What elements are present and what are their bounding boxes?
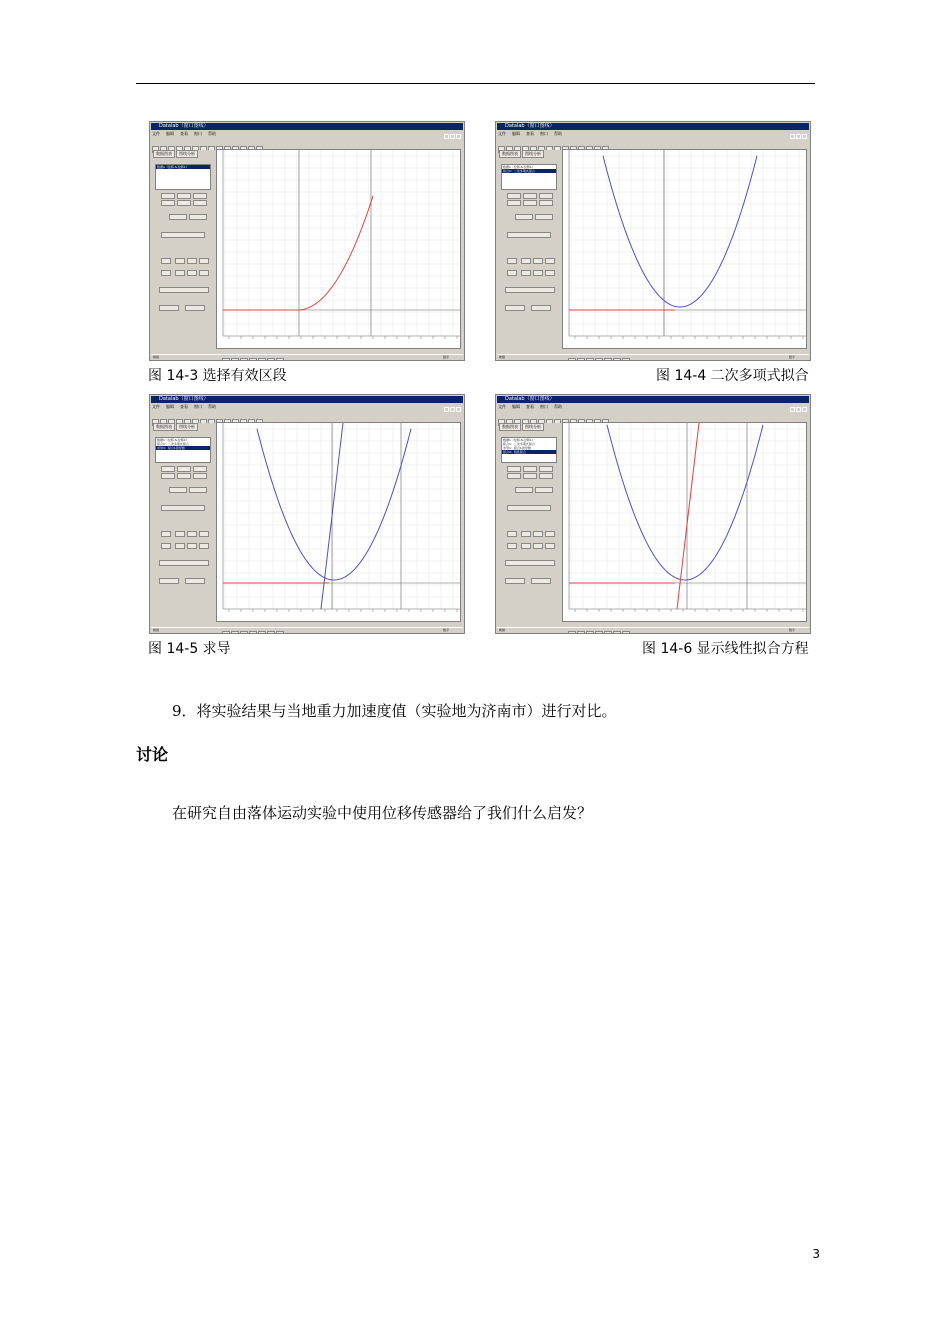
panel-button[interactable]	[193, 193, 207, 199]
software-screenshot-4	[495, 394, 811, 634]
menu-item[interactable]: 编辑	[166, 131, 174, 136]
menu-item[interactable]: 文件	[152, 131, 160, 136]
status-left: 就绪	[153, 355, 160, 359]
curve-list-item[interactable]: 拟合2：线性拟合	[502, 450, 556, 454]
panel-button[interactable]	[187, 531, 197, 537]
menu-item[interactable]: 窗口	[540, 131, 548, 136]
window-title: Datalab（窗口图线）	[505, 396, 555, 402]
menu-item[interactable]: 文件	[152, 404, 160, 409]
panel-button[interactable]	[507, 193, 521, 199]
panel-tabs	[499, 150, 561, 157]
panel-tab[interactable]: 数据图表	[499, 150, 521, 158]
panel-button[interactable]	[507, 200, 521, 206]
curve-list-item[interactable]: 数据1（位移,S-位移1）	[157, 438, 189, 442]
panel-tab[interactable]: 图线分析	[522, 150, 544, 158]
panel-button[interactable]	[187, 270, 197, 276]
software-screenshot-1	[149, 121, 465, 361]
panel-button[interactable]	[161, 232, 205, 238]
panel-tabs	[153, 423, 215, 430]
panel-button[interactable]	[193, 200, 207, 206]
control-panel	[499, 423, 561, 619]
panel-button[interactable]	[185, 578, 205, 584]
curve	[223, 196, 373, 310]
panel-button[interactable]	[545, 543, 555, 549]
software-screenshot-3	[149, 394, 465, 634]
menu-bar	[498, 131, 808, 137]
curve-list[interactable]	[155, 164, 211, 190]
toolbar	[498, 138, 808, 147]
panel-button[interactable]	[507, 531, 517, 537]
panel-button[interactable]	[175, 258, 185, 264]
panel-button[interactable]	[169, 487, 187, 493]
curve-list-item[interactable]: 拟合1：二次多项式拟合	[502, 169, 556, 173]
panel-button[interactable]	[531, 578, 551, 584]
panel-button[interactable]	[159, 560, 209, 566]
status-bar	[497, 354, 809, 360]
menu-item[interactable]: 帮助	[554, 131, 562, 136]
figure-caption-14-5: 图 14-5 求导	[148, 641, 231, 657]
panel-button[interactable]	[523, 473, 537, 479]
menu-item[interactable]: 帮助	[554, 404, 562, 409]
toolbar	[498, 411, 808, 420]
panel-tab[interactable]: 图线分析	[176, 150, 198, 158]
menu-bar	[152, 404, 462, 410]
status-right: 数字	[788, 628, 795, 632]
panel-button[interactable]	[161, 193, 175, 199]
control-panel	[153, 150, 215, 346]
panel-button[interactable]	[199, 531, 209, 537]
curve	[603, 156, 757, 307]
plot-svg	[563, 150, 806, 348]
panel-button[interactable]	[189, 214, 207, 220]
panel-button[interactable]	[507, 543, 517, 549]
panel-button[interactable]	[199, 258, 209, 264]
curve	[257, 429, 411, 580]
panel-button[interactable]	[505, 287, 555, 293]
menu-bar	[152, 131, 462, 137]
menu-item[interactable]: 帮助	[208, 131, 216, 136]
panel-button[interactable]	[533, 270, 543, 276]
curve	[607, 425, 763, 580]
panel-button[interactable]	[507, 270, 517, 276]
panel-tab[interactable]: 数据图表	[153, 423, 175, 431]
panel-button[interactable]	[515, 214, 533, 220]
header-rule	[136, 83, 815, 84]
panel-button[interactable]	[539, 193, 553, 199]
panel-button[interactable]	[523, 193, 537, 199]
window-title: Datalab（窗口图线）	[505, 123, 555, 129]
panel-button[interactable]	[161, 543, 171, 549]
plot-area[interactable]	[216, 422, 461, 622]
status-left: 就绪	[499, 628, 506, 632]
panel-button[interactable]	[161, 258, 171, 264]
panel-button[interactable]	[545, 531, 555, 537]
panel-button[interactable]	[161, 531, 171, 537]
panel-button[interactable]	[177, 193, 191, 199]
panel-button[interactable]	[199, 543, 209, 549]
panel-button[interactable]	[505, 560, 555, 566]
panel-button[interactable]	[193, 466, 207, 472]
discussion-question: 在研究自由落体运动实验中使用位移传感器给了我们什么启发？	[172, 804, 593, 822]
status-bar	[497, 627, 809, 633]
panel-tab[interactable]: 图线分析	[176, 423, 198, 431]
panel-tabs	[499, 423, 561, 430]
panel-button[interactable]	[161, 473, 175, 479]
panel-button[interactable]	[161, 505, 205, 511]
panel-button[interactable]	[521, 531, 531, 537]
panel-button[interactable]	[159, 578, 179, 584]
plot-area[interactable]	[562, 149, 807, 349]
menu-item[interactable]: 窗口	[194, 404, 202, 409]
panel-tab[interactable]: 数据图表	[153, 150, 175, 158]
panel-button[interactable]	[507, 466, 521, 472]
panel-button[interactable]	[175, 531, 185, 537]
status-left: 就绪	[499, 355, 506, 359]
panel-button[interactable]	[533, 543, 543, 549]
panel-button[interactable]	[507, 505, 551, 511]
panel-button[interactable]	[531, 305, 551, 311]
plot-svg	[563, 423, 806, 621]
figure-caption-14-6: 图 14-6 显示线性拟合方程	[642, 641, 809, 657]
menu-item[interactable]: 查看	[180, 131, 188, 136]
panel-button[interactable]	[523, 466, 537, 472]
menu-bar	[498, 404, 808, 410]
curve	[677, 423, 699, 609]
window-titlebar	[151, 396, 463, 403]
status-bar	[151, 354, 463, 360]
panel-button[interactable]	[175, 270, 185, 276]
panel-button[interactable]	[535, 214, 553, 220]
curve-list-item[interactable]: 拟合1：二次多项式拟合	[503, 442, 535, 446]
panel-button[interactable]	[539, 473, 553, 479]
panel-button[interactable]	[523, 200, 537, 206]
menu-item[interactable]: 查看	[526, 131, 534, 136]
menu-item[interactable]: 编辑	[512, 131, 520, 136]
window-titlebar	[497, 396, 809, 403]
window-title: Datalab（窗口图线）	[159, 396, 209, 402]
window-titlebar	[151, 123, 463, 130]
panel-button[interactable]	[159, 287, 209, 293]
curve-list[interactable]	[501, 164, 557, 190]
menu-item[interactable]: 编辑	[166, 404, 174, 409]
figure-caption-14-3: 图 14-3 选择有效区段	[148, 368, 287, 384]
panel-button[interactable]	[521, 258, 531, 264]
plot-area[interactable]	[216, 149, 461, 349]
figure-caption-14-4: 图 14-4 二次多项式拟合	[656, 368, 809, 384]
panel-button[interactable]	[521, 270, 531, 276]
panel-button[interactable]	[177, 200, 191, 206]
curve-list[interactable]	[155, 437, 211, 463]
curve-list-item[interactable]: 求导1：拟合1的导数	[156, 446, 210, 450]
window-titlebar	[497, 123, 809, 130]
panel-button[interactable]	[507, 232, 551, 238]
panel-button[interactable]	[515, 487, 533, 493]
panel-button[interactable]	[505, 578, 525, 584]
panel-button[interactable]	[187, 543, 197, 549]
plot-svg	[217, 150, 460, 348]
panel-button[interactable]	[505, 305, 525, 311]
control-panel	[499, 150, 561, 346]
panel-button[interactable]	[177, 473, 191, 479]
window-title: Datalab（窗口图线）	[159, 123, 209, 129]
panel-button[interactable]	[539, 200, 553, 206]
curve-list-item[interactable]: 求导1：拟合1的导数	[503, 446, 531, 450]
page-number: 3	[812, 1247, 820, 1261]
panel-button[interactable]	[507, 473, 521, 479]
panel-button[interactable]	[533, 258, 543, 264]
panel-button[interactable]	[521, 543, 531, 549]
panel-button[interactable]	[545, 270, 555, 276]
panel-button[interactable]	[187, 258, 197, 264]
panel-button[interactable]	[185, 305, 205, 311]
panel-tabs	[153, 150, 215, 157]
status-bar	[151, 627, 463, 633]
panel-button[interactable]	[161, 466, 175, 472]
menu-item[interactable]: 查看	[180, 404, 188, 409]
curve-list-item[interactable]: 数据1（位移,S-位移1）	[503, 438, 535, 442]
control-panel	[153, 423, 215, 619]
panel-button[interactable]	[159, 305, 179, 311]
menu-item[interactable]: 文件	[498, 404, 506, 409]
panel-button[interactable]	[161, 200, 175, 206]
status-left: 就绪	[153, 628, 160, 632]
plot-svg	[217, 423, 460, 621]
status-right: 数字	[788, 355, 795, 359]
panel-button[interactable]	[161, 270, 171, 276]
panel-tab[interactable]: 数据图表	[499, 423, 521, 431]
plot-area[interactable]	[562, 422, 807, 622]
menu-item[interactable]: 文件	[498, 131, 506, 136]
panel-button[interactable]	[169, 214, 187, 220]
panel-tab[interactable]: 图线分析	[522, 423, 544, 431]
software-screenshot-2	[495, 121, 811, 361]
panel-button[interactable]	[545, 258, 555, 264]
menu-item[interactable]: 帮助	[208, 404, 216, 409]
status-right: 数字	[442, 355, 449, 359]
panel-button[interactable]	[177, 466, 191, 472]
panel-button[interactable]	[189, 487, 207, 493]
panel-button[interactable]	[539, 466, 553, 472]
panel-button[interactable]	[507, 258, 517, 264]
step-9-text: 9．将实验结果与当地重力加速度值（实验地为济南市）进行对比。	[172, 702, 617, 720]
panel-button[interactable]	[533, 531, 543, 537]
panel-button[interactable]	[199, 270, 209, 276]
menu-item[interactable]: 编辑	[512, 404, 520, 409]
curve-list-item[interactable]: 数据1（位移,S-位移1）	[503, 165, 535, 169]
toolbar	[152, 138, 462, 147]
panel-button[interactable]	[535, 487, 553, 493]
curve-list-item[interactable]: 数据1（位移,S-位移1）	[156, 165, 210, 169]
panel-button[interactable]	[175, 543, 185, 549]
menu-item[interactable]: 查看	[526, 404, 534, 409]
curve-list[interactable]	[501, 437, 557, 463]
curve-list-item[interactable]: 拟合1：二次多项式拟合	[157, 442, 189, 446]
panel-button[interactable]	[193, 473, 207, 479]
menu-item[interactable]: 窗口	[194, 131, 202, 136]
toolbar	[152, 411, 462, 420]
discussion-heading: 讨论	[136, 745, 169, 764]
status-right: 数字	[442, 628, 449, 632]
menu-item[interactable]: 窗口	[540, 404, 548, 409]
